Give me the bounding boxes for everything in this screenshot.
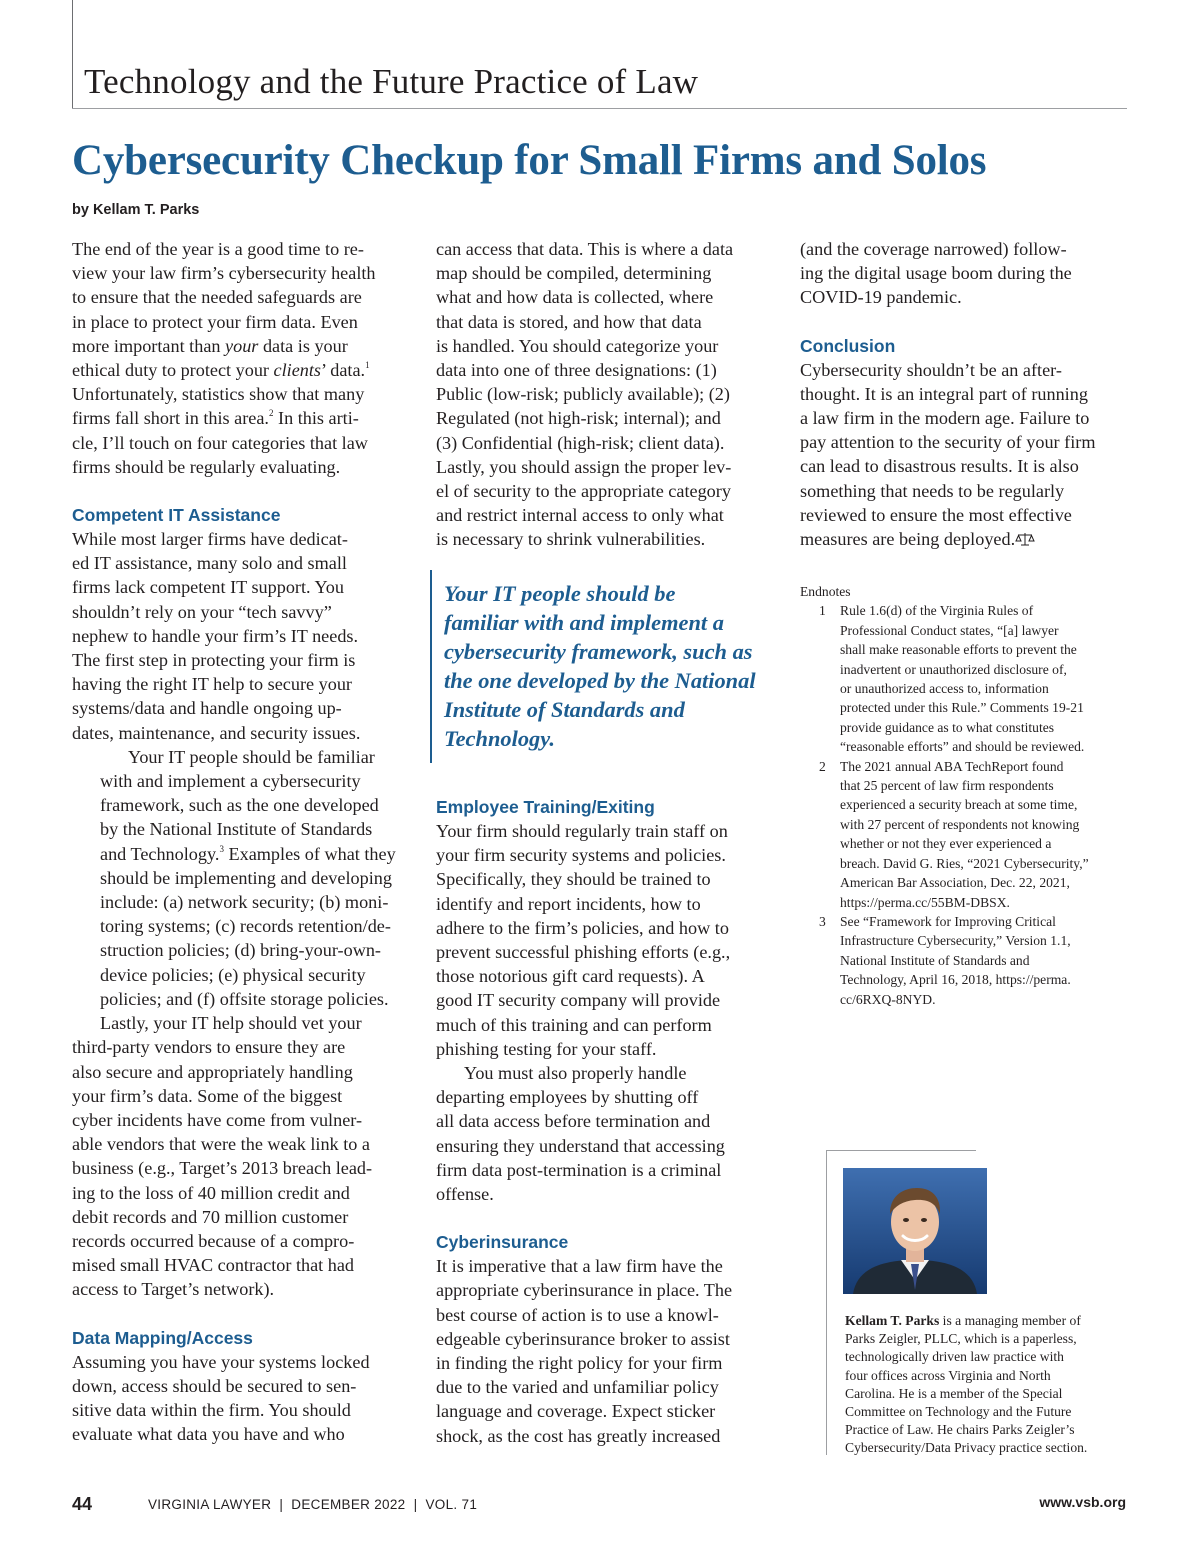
endnote-line: protected under this Rule.” Comments 19-21	[840, 700, 1084, 716]
text-line: el of security to the appropriate category	[436, 481, 731, 502]
text-line: in finding the right policy for your firm	[436, 1353, 723, 1374]
dm-paragraph-1	[72, 1350, 404, 1447]
emp-paragraph-1	[436, 819, 766, 1061]
text-line: shouldn’t rely on your “tech savvy”	[72, 601, 332, 622]
text-line: edgeable cyberinsurance broker to assist	[436, 1328, 730, 1349]
author-portrait-image	[843, 1168, 987, 1294]
text-line: business (e.g., Target’s 2013 breach lead-	[72, 1158, 373, 1179]
text-line: four offices across Virginia and North	[845, 1367, 1051, 1383]
header-rule-vertical	[72, 0, 73, 108]
website-url: www.vsb.org	[1039, 1494, 1126, 1510]
endnote-number: 1	[819, 603, 826, 619]
text-line: Technology.	[444, 726, 555, 751]
intro-paragraph: The end of the year is a good time to re- view your law firm’s cybersecurity health to ensure that the needed safeguards are in place to protect your firm data. Even more important than your data is your ethical duty to protect your clients’ data.$^1$ Unfortunately, statistics show that many firms fall short in this area.$^2$ In this arti- cle, I’ll touch on four categories that law firms should be regularly evaluating.	[72, 237, 404, 479]
endnote-line: that 25 percent of law firm respondents	[840, 778, 1054, 794]
it-paragraph-1	[72, 527, 404, 745]
text-line: your firm’s data. Some of the biggest	[72, 1085, 343, 1106]
text-line: something that needs to be regularly	[800, 480, 1065, 501]
text-line: systems/data and handle ongoing up-	[72, 698, 342, 719]
text-line: Carolina. He is a member of the Special	[845, 1385, 1063, 1401]
text-line: is necessary to shrink vulnerabilities.	[436, 529, 706, 550]
magazine-issue: VIRGINIA LAWYER | DECEMBER 2022 | VOL. 71	[148, 1497, 478, 1512]
text-line: ed IT assistance, many solo and small	[72, 553, 347, 574]
endnote-line: Infrastructure Cybersecurity,” Version 1.1,	[840, 933, 1071, 949]
footnote-ref-2: 2	[268, 408, 274, 419]
text-line: firms lack competent IT support. You	[72, 577, 344, 598]
endnote-line: experienced a security breach at some time,	[840, 797, 1078, 813]
text-line: to ensure that the needed safeguards are	[72, 287, 362, 308]
text-line: shock, as the cost has greatly increased	[436, 1425, 721, 1446]
endnote-line: cc/6RXQ-8NYD.	[840, 991, 936, 1007]
endnote-line: https://perma.cc/55BM-DBSX.	[840, 894, 1010, 910]
article-headline: Cybersecurity Checkup for Small Firms and Solos	[72, 137, 987, 184]
text-line: and restrict internal access to only what	[436, 505, 724, 526]
emp-paragraph-2	[436, 1061, 766, 1206]
text-line: that data is stored, and how that data	[436, 311, 702, 332]
heading-cyberinsurance: Cyberinsurance	[436, 1232, 569, 1253]
text-line: debit records and 70 million customer	[72, 1206, 349, 1227]
footnote-ref-3: 3	[219, 843, 224, 854]
endnote-number: 3	[819, 913, 826, 929]
endnote-line: “reasonable efforts” and should be reviewed.	[840, 739, 1085, 755]
text-line: Parks Zeigler, PLLC, which is a paperless,	[845, 1331, 1077, 1347]
bio-rule-horizontal	[826, 1150, 976, 1151]
column-3	[800, 237, 1130, 551]
text-line: departing employees by shutting off	[436, 1087, 699, 1108]
text-line: also secure and appropriately handling	[72, 1061, 353, 1082]
text-line: view your law firm’s cybersecurity health	[72, 263, 376, 284]
text-line: Your IT people should be	[444, 581, 676, 606]
text-line: Your firm should regularly train staff on	[436, 821, 728, 841]
text-line: Committee on Technology and the Future	[845, 1404, 1072, 1420]
dm-paragraph-continued	[436, 237, 766, 552]
endnote-number: 2	[819, 758, 826, 774]
it-paragraph-2: Your IT people should be familiar with and implement a cybersecurity framework, such as the one developed by the National Institute of Standards and Technology.$^3$ Examples of what they should be implementing and developing include: (a) network security; (b) moni- toring systems; (c) records retention/de- struction policies; (d) bring-your-own- device policies; (e) physical security policies; and (f) offsite storage policies.	[72, 745, 404, 1011]
endnote-item	[800, 912, 1130, 1009]
text-line: best course of action is to use a knowl-	[436, 1304, 719, 1325]
ci-paragraph-continued	[800, 237, 1130, 310]
conclusion-paragraph: Cybersecurity shouldn’t be an after- thought. It is an integral part of running a law firm in the modern age. Failure to pay attention to the security of your firm can lead to disastrous results. It is also something that needs to be regularly reviewed to ensure the most effective measures are being deployed.	[800, 358, 1130, 552]
text-line: cyber incidents have come from vulner-	[72, 1109, 363, 1130]
text-line: identify and report incidents, how to	[436, 893, 701, 914]
page-number: 44	[72, 1494, 93, 1514]
endnote-list	[800, 601, 1130, 1009]
text-line: You must also properly handle	[464, 1063, 687, 1084]
endnote-line: See “Framework for Improving Critical	[840, 913, 1056, 929]
text-line: Assuming you have your systems locked	[72, 1351, 370, 1372]
text-line: framework, such as the one developed	[100, 795, 379, 816]
endnote-line: The 2021 annual ABA TechReport found	[840, 758, 1064, 774]
bio-rule-vertical	[826, 1150, 827, 1455]
text-line: Lastly, your IT help should vet your	[100, 1013, 362, 1034]
text-line: Regulated (not high-risk; internal); and	[436, 408, 721, 429]
text-line: struction policies; (d) bring-your-own-	[100, 940, 381, 961]
author-name: Kellam T. Parks	[845, 1313, 940, 1328]
text-line: Practice of Law. He chairs Parks Zeigler’s	[845, 1422, 1075, 1438]
text-line: data into one of three designations: (1)	[436, 360, 717, 381]
text-line: cle, I’ll touch on four categories that law	[72, 432, 368, 453]
author-photo	[843, 1168, 987, 1294]
text-line: mised small HVAC contractor that had	[72, 1255, 355, 1276]
endnote-line: Technology, April 16, 2018, https://perma.	[840, 972, 1071, 988]
text-line: toring systems; (c) records retention/de-	[100, 916, 391, 937]
endnote-line: breach. David G. Ries, “2021 Cybersecurity,”	[840, 855, 1089, 871]
endnote-line: or unauthorized access to, information	[840, 681, 1049, 697]
text-line: offense.	[436, 1184, 494, 1205]
text-line: having the right IT help to secure your	[72, 674, 352, 695]
text-line: able vendors that were the weak link to a	[72, 1134, 370, 1155]
text-line: policies; and (f) offsite storage policies.	[100, 988, 389, 1009]
text-line: Lastly, you should assign the proper lev-	[436, 456, 732, 477]
text-line: records occurred because of a compro-	[72, 1230, 355, 1251]
heading-employee-training: Employee Training/Exiting	[436, 797, 655, 817]
text-line: thought. It is an integral part of running	[800, 383, 1088, 404]
text-line: access to Target’s network).	[72, 1279, 275, 1300]
column-2-lower	[436, 795, 766, 1448]
endnote-line: with 27 percent of respondents not knowing	[840, 816, 1080, 832]
text-line: ing the digital usage boom during the	[800, 263, 1072, 284]
text-line: nephew to handle your firm’s IT needs.	[72, 625, 359, 646]
header-rule-horizontal	[72, 108, 1127, 109]
text-line: (and the coverage narrowed) follow-	[800, 239, 1067, 259]
text-line: can lead to disastrous results. It is also	[800, 456, 1079, 477]
text-line: Cybersecurity/Data Privacy practice section.	[845, 1440, 1088, 1456]
pull-quote	[444, 579, 756, 753]
it-paragraph-3	[72, 1011, 404, 1301]
endnotes-title: Endnotes	[800, 584, 851, 599]
endnote-line: inadvertent or unauthorized disclosure of,	[840, 661, 1067, 677]
text-line: (3) Confidential (high-risk; client data).	[436, 432, 725, 453]
text-line: Cybersecurity shouldn’t be an after-	[800, 359, 1062, 380]
endnote-line: shall make reasonable efforts to prevent the	[840, 642, 1077, 658]
section-title: Technology and the Future Practice of Law	[84, 62, 699, 101]
endnote-item	[800, 601, 1130, 756]
footnote-ref-1: 1	[365, 360, 370, 371]
text-line: those notorious gift card requests). A	[436, 966, 705, 987]
text-line: good IT security company will provide	[436, 990, 721, 1011]
text-line: sitive data within the firm. You should	[72, 1399, 351, 1420]
text-line: pay attention to the security of your firm	[800, 432, 1096, 453]
endnote-line: Rule 1.6(d) of the Virginia Rules of	[840, 603, 1034, 619]
scales-of-justice-icon	[1015, 532, 1035, 546]
text-line: adhere to the firm’s policies, and how to	[436, 917, 729, 938]
text-line: should be implementing and developing	[100, 867, 392, 888]
endnote-line: provide guidance as to what constitutes	[840, 719, 1055, 735]
text-line: include: (a) network security; (b) moni-	[100, 892, 389, 913]
text-line: familiar with and implement a	[444, 610, 724, 635]
column-1	[72, 237, 404, 1446]
text-line: the one developed by the National	[444, 668, 756, 693]
text-line: down, access should be secured to sen-	[72, 1375, 357, 1396]
text-line: phishing testing for your staff.	[436, 1038, 657, 1059]
heading-competent-it: Competent IT Assistance	[72, 505, 281, 526]
text-line: Institute of Standards and	[444, 697, 685, 722]
text-line: all data access before termination and	[436, 1111, 711, 1132]
text-line: cybersecurity framework, such as	[444, 639, 753, 664]
endnote-line: whether or not they ever experienced a	[840, 836, 1052, 852]
text-line: technologically driven law practice with	[845, 1349, 1064, 1365]
text-line: language and coverage. Expect sticker	[436, 1401, 716, 1422]
text-line: much of this training and can perform	[436, 1014, 712, 1035]
text-line: third-party vendors to ensure they are	[72, 1037, 346, 1058]
text-line: a law firm in the modern age. Failure to	[800, 408, 1090, 429]
heading-conclusion: Conclusion	[800, 335, 896, 356]
text-line: The first step in protecting your firm is	[72, 650, 356, 671]
byline: by Kellam T. Parks	[72, 202, 200, 218]
text-line: ensuring they understand that accessing	[436, 1135, 725, 1156]
text-line: The end of the year is a good time to re-	[72, 239, 364, 259]
text-line: Your IT people should be familiar	[128, 746, 375, 767]
text-line: firm data post-termination is a criminal	[436, 1159, 722, 1180]
text-line: by the National Institute of Standards	[100, 819, 373, 840]
text-line: device policies; (e) physical security	[100, 964, 366, 985]
text-line: firms should be regularly evaluating.	[72, 456, 341, 477]
text-line: your firm security systems and policies.	[436, 845, 726, 866]
text-line: can access that data. This is where a data	[436, 239, 734, 259]
text-line: reviewed to ensure the most effective	[800, 504, 1072, 525]
column-2	[436, 237, 766, 552]
endnote-line: Professional Conduct states, “[a] lawyer	[840, 622, 1059, 638]
text-line: ing to the loss of 40 million credit and	[72, 1182, 350, 1203]
text-line: prevent successful phishing efforts (e.g.,	[436, 942, 731, 963]
ci-paragraph-1	[436, 1254, 766, 1448]
text-line: is handled. You should categorize your	[436, 335, 719, 356]
text-line: While most larger firms have dedicat-	[72, 529, 348, 550]
text-line: dates, maintenance, and security issues.	[72, 722, 361, 743]
text-line: in place to protect your firm data. Even	[72, 311, 358, 332]
endnote-line: National Institute of Standards and	[840, 952, 1030, 968]
endnote-line: American Bar Association, Dec. 22, 2021,	[840, 875, 1070, 891]
text-line: what and how data is collected, where	[436, 287, 714, 308]
text-line: Public (low-risk; publicly available); (2)	[436, 384, 730, 405]
endnotes	[800, 582, 1130, 1009]
text-line: It is imperative that a law firm have the	[436, 1256, 723, 1277]
text-line: Specifically, they should be trained to	[436, 869, 711, 890]
author-bio: Kellam T. Parks is a managing member of Parks Zeigler, PLLC, which is a paperless, technologically driven law practice with four offices across Virginia and North Carolina. He is a member of the Special Committee on Technology and the Future Practice of Law. He chairs Parks Zeigler’s Cybersecurity/Data Privacy practice section.	[845, 1312, 1135, 1458]
text-line: appropriate cyberinsurance in place. The	[436, 1280, 733, 1301]
heading-data-mapping: Data Mapping/Access	[72, 1327, 253, 1348]
text-line: with and implement a cybersecurity	[100, 771, 361, 792]
endnote-item	[800, 757, 1130, 912]
text-line: evaluate what data you have and who	[72, 1424, 345, 1445]
text-line: map should be compiled, determining	[436, 263, 712, 284]
text-line: COVID-19 pandemic.	[800, 287, 962, 308]
text-line: due to the varied and unfamiliar policy	[436, 1377, 719, 1398]
